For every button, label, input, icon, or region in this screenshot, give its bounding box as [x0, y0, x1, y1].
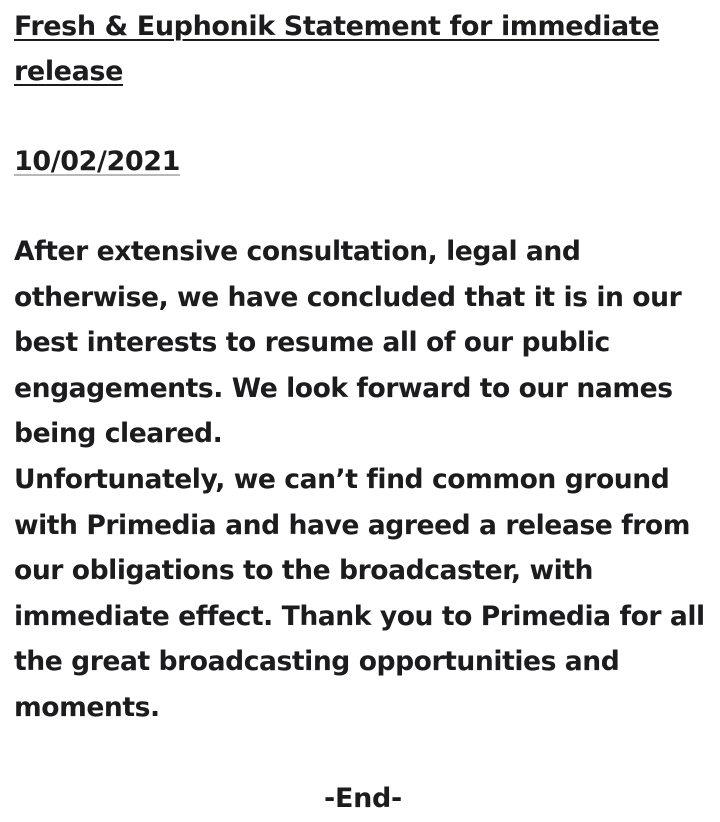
body-paragraph-1: After extensive consultation, legal and otherwise, we have concluded that it is in our best interests to resume all of our public engagements. We look forward to our names being cleared. [14, 236, 682, 450]
body-paragraph-2: Unfortunately, we can’t find common ground with Primedia and have agreed a release from our obligations to the broadcaster, with immediate effect. Thank you to Primedia for all the great broadcasting opportunities and moments. [14, 463, 705, 723]
end-marker: -End- [324, 782, 402, 814]
statement-title: Fresh & Euphonik Statement for immediate release [14, 11, 660, 87]
statement-body [14, 229, 712, 731]
statement-date: 10/02/2021 [14, 146, 181, 177]
